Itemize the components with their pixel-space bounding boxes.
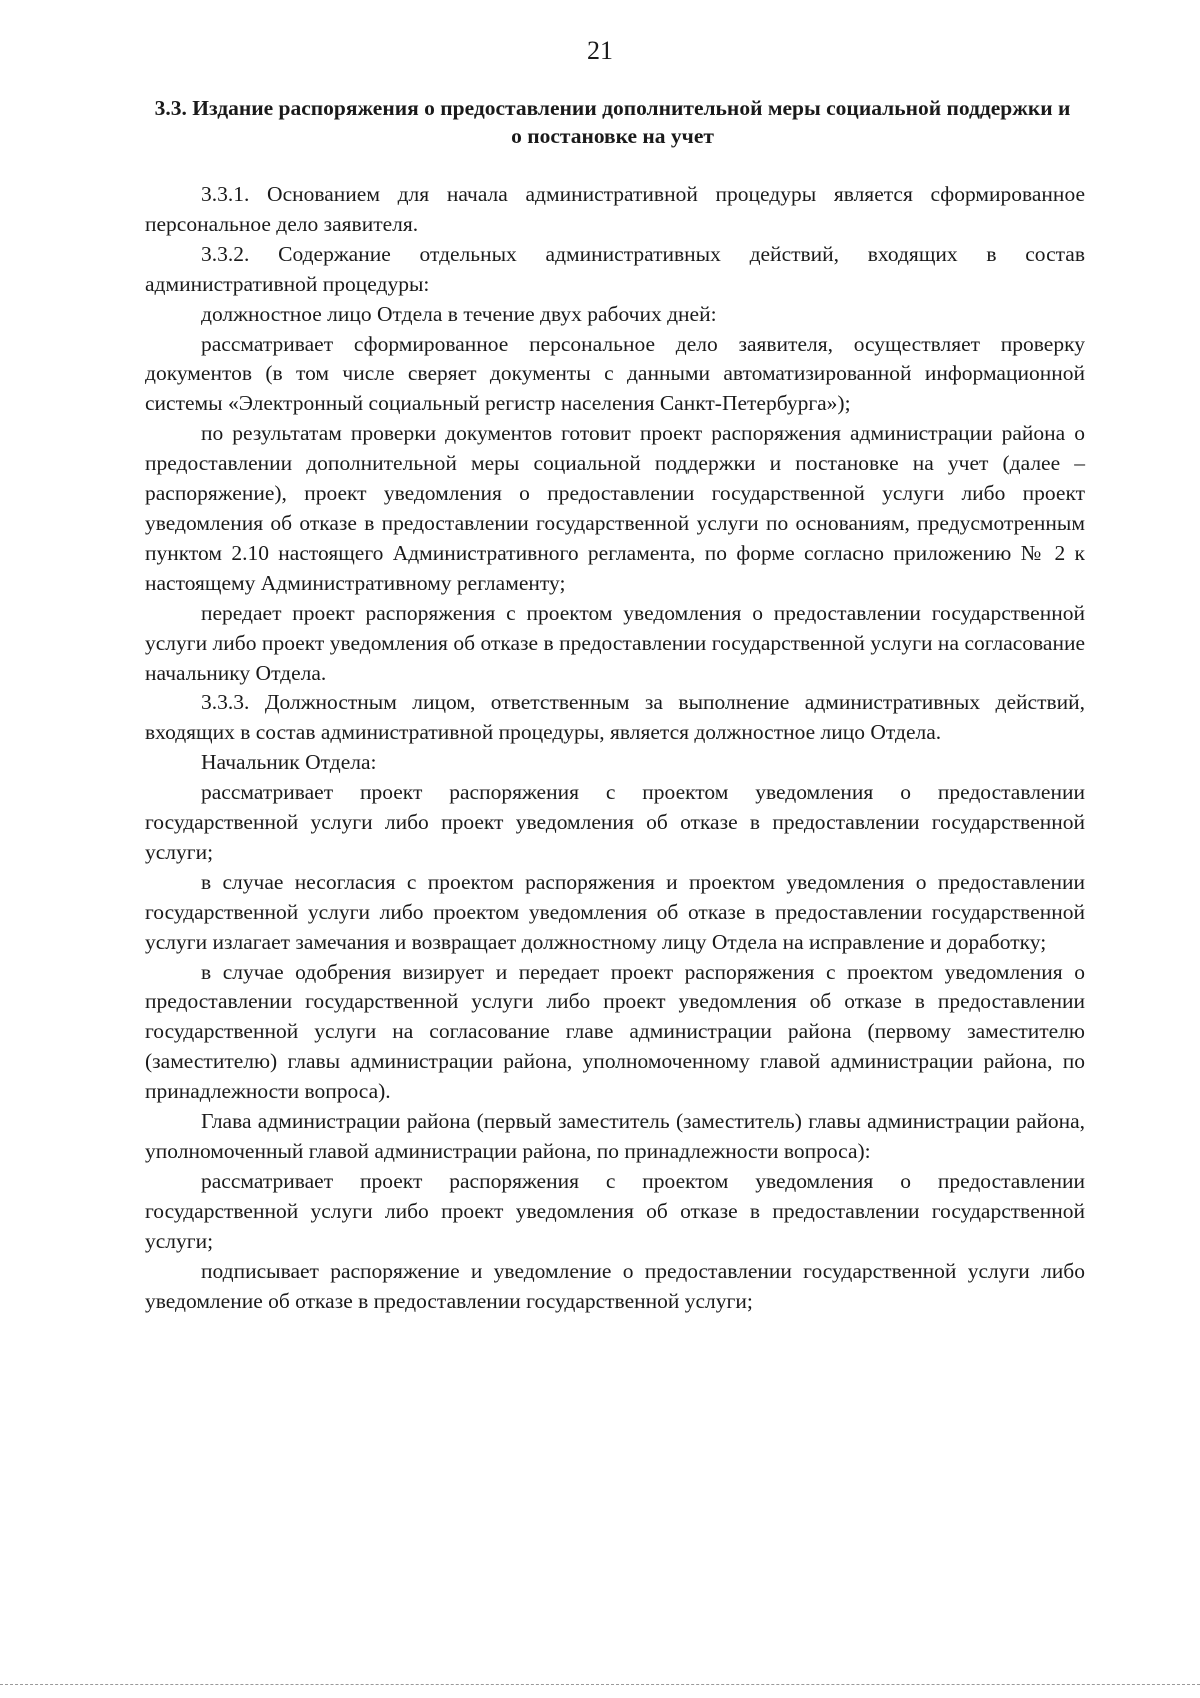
paragraph: 3.3.1. Основанием для начала административной процедуры является сформированное персональное дело заявителя. [145, 182, 1085, 236]
paragraph: Глава администрации района (первый заместитель (заместитель) главы администрации района, уполномоченный главой администрации района, по принадлежности вопроса): [145, 1109, 1085, 1163]
page-number: 21 [587, 36, 613, 65]
paragraph: рассматривает проект распоряжения с проектом уведомления о предоставлении государственной услуги либо проект уведомления об отказе в предоставлении государственной услуги; [145, 780, 1085, 864]
paragraph: передает проект распоряжения с проектом уведомления о предоставлении государственной услуги либо проект уведомления об отказе в предоставлении государственной услуги на согласование начальнику Отдела. [145, 600, 1085, 685]
section-heading: 3.3. Издание распоряжения о предоставлении дополнительной меры социальной поддержки и о постановке на учет [154, 96, 1071, 148]
paragraph: подписывает распоряжение и уведомление о предоставлении государственной услуги либо уведомление об отказе в предоставлении государственной услуги; [145, 1258, 1085, 1313]
paragraph: по результатам проверки документов готовит проект распоряжения администрации района о предоставлении дополнительной меры социальной поддержки и постановке на учет (далее – распоряжение), проект уведомления о предоставлении государственной услуги либо проект уведомления об отказе в предоставлении государственной услуги по основаниям, предусмотренным пунктом 2.10 настоящего Административного регламента, по форме согласно приложению № 2 к настоящему Административному регламенту; [145, 421, 1085, 595]
paragraph: 3.3.3. Должностным лицом, ответственным за выполнение административных действий, входящих в состав административной процедуры, является должностное лицо Отдела. [145, 690, 1085, 745]
document-body [145, 180, 1085, 1316]
paragraph: рассматривает сформированное персональное дело заявителя, осуществляет проверку документов (в том числе сверяет документы с данными автоматизированной информационной системы «Электронный социальный регистр населения Санкт-Петербурга»); [145, 331, 1085, 416]
paragraph: Начальник Отдела: [201, 750, 377, 775]
paragraph: рассматривает проект распоряжения с проектом уведомления о предоставлении государственной услуги либо проект уведомления об отказе в предоставлении государственной услуги; [145, 1168, 1085, 1253]
paragraph: должностное лицо Отдела в течение двух рабочих дней: [201, 301, 717, 326]
scan-edge-line [0, 1684, 1200, 1685]
paragraph: в случае несогласия с проектом распоряжения и проектом уведомления о предоставлении государственной услуги либо проектом уведомления об отказе в предоставлении государственной услуги излагает замечания и возвращает должностному лицу Отдела на исправление и доработку; [145, 869, 1085, 954]
paragraph: 3.3.2. Содержание отдельных административных действий, входящих в состав административной процедуры: [145, 241, 1085, 296]
paragraph: в случае одобрения визирует и передает проект распоряжения с проектом уведомления о предоставлении государственной услуги либо проект уведомления об отказе в предоставлении государственной услуги на согласование главе администрации района (первому заместителю (заместителю) главы администрации района, уполномоченному главой администрации района, по принадлежности вопроса). [145, 959, 1085, 1104]
